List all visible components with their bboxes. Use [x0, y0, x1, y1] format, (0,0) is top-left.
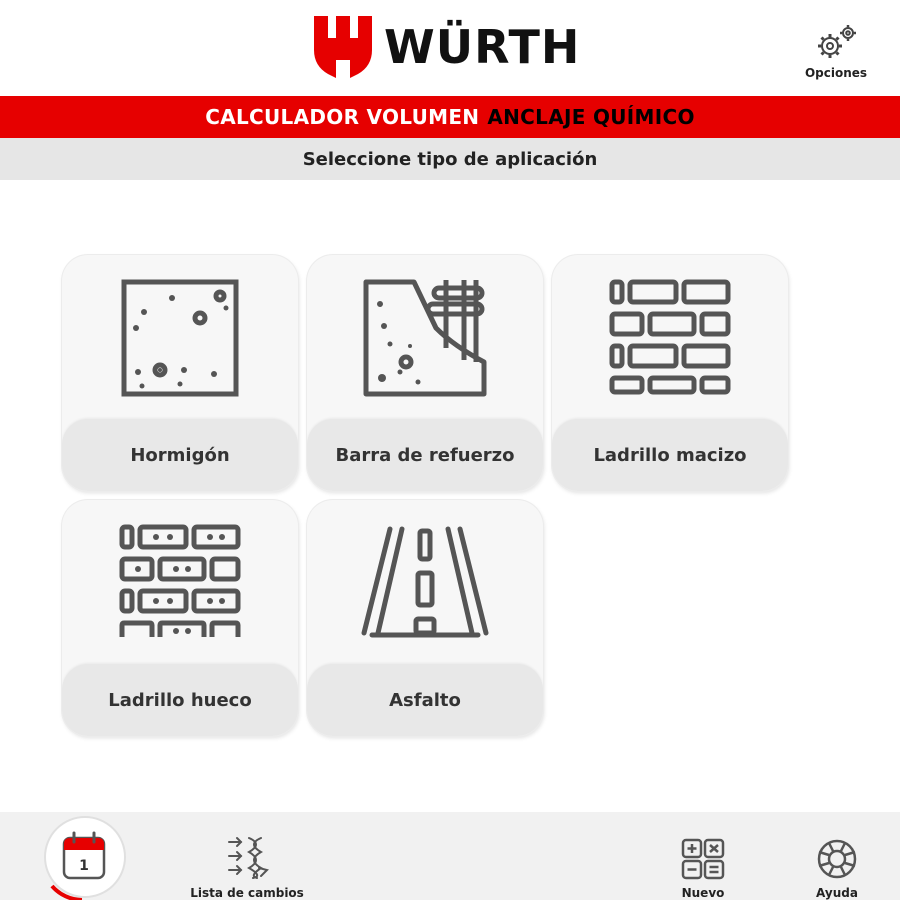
card-ladrillo-hueco[interactable] — [62, 500, 298, 736]
road-icon — [360, 525, 490, 641]
card-hormigon[interactable] — [62, 255, 298, 491]
app-header — [0, 0, 900, 96]
hollow-brick-icon — [118, 523, 242, 643]
card-asfalto[interactable] — [307, 500, 543, 736]
bottom-toolbar — [0, 812, 900, 900]
card-label: Ladrillo hueco — [62, 664, 298, 736]
calendar-icon — [42, 814, 128, 900]
brand-logo — [314, 16, 580, 78]
changes-list-label: Lista de cambios — [190, 886, 304, 900]
rebar-icon — [360, 276, 490, 400]
concrete-icon — [118, 276, 242, 400]
card-label: Ladrillo macizo — [552, 419, 788, 491]
title-part-2: ANCLAJE QUÍMICO — [487, 105, 695, 129]
title-bar — [0, 96, 900, 138]
card-label: Barra de refuerzo — [307, 419, 543, 491]
title-part-1: CALCULADOR VOLUMEN — [205, 105, 480, 129]
wurth-logo-icon — [314, 16, 372, 78]
changes-list-button[interactable] — [184, 834, 310, 900]
new-label: Nuevo — [681, 886, 725, 900]
lifebuoy-icon — [815, 838, 859, 880]
solid-brick-icon — [608, 278, 732, 398]
brand-name: WÜRTH — [384, 20, 581, 74]
calculator-icon — [681, 838, 725, 880]
help-button[interactable] — [808, 838, 866, 900]
changes-list-icon — [223, 834, 271, 880]
calendar-day: 1 — [79, 858, 89, 874]
calendar-button[interactable] — [42, 814, 128, 900]
subtitle-bar — [0, 138, 900, 180]
options-label: Opciones — [804, 66, 868, 80]
options-button[interactable] — [800, 22, 872, 80]
help-label: Ayuda — [816, 886, 858, 900]
card-label: Asfalto — [307, 664, 543, 736]
card-label: Hormigón — [62, 419, 298, 491]
gears-icon — [812, 22, 860, 62]
new-button[interactable] — [676, 838, 730, 900]
card-barra-refuerzo[interactable] — [307, 255, 543, 491]
card-ladrillo-macizo[interactable] — [552, 255, 788, 491]
subtitle: Seleccione tipo de aplicación — [302, 148, 598, 170]
